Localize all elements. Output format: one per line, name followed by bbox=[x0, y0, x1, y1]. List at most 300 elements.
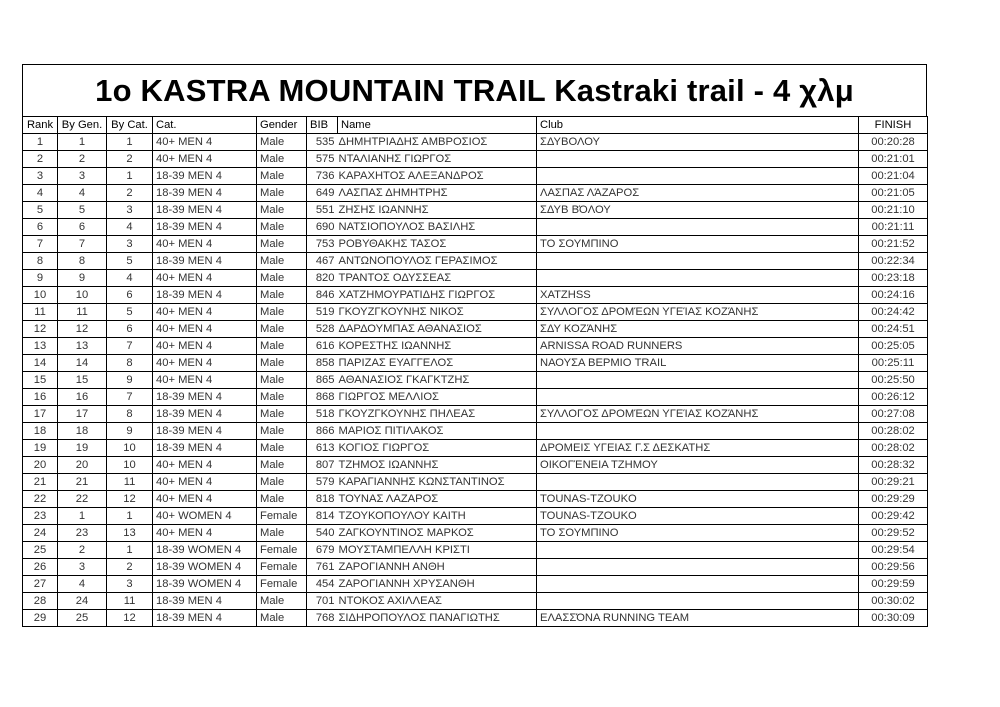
name-cell: ΜΑΡΙΟΣ ΠΙΤΙΛΑΚΟΣ bbox=[338, 423, 537, 440]
club-cell: ΝΑΟΥΣΑ ΒΕΡΜΙΟ TRAIL bbox=[537, 355, 859, 372]
table-row bbox=[23, 287, 928, 304]
finish-time-cell: 00:28:32 bbox=[859, 457, 928, 474]
by-category-cell: 2 bbox=[107, 185, 153, 202]
by-gender-cell: 18 bbox=[58, 423, 107, 440]
table-row bbox=[23, 372, 928, 389]
by-gender-cell: 14 bbox=[58, 355, 107, 372]
by-gender-cell: 20 bbox=[58, 457, 107, 474]
rank-cell: 18 bbox=[23, 423, 58, 440]
table-row bbox=[23, 576, 928, 593]
category-cell: 18-39 MEN 4 bbox=[153, 185, 257, 202]
bib-cell: 613 bbox=[307, 440, 338, 457]
finish-time-cell: 00:28:02 bbox=[859, 423, 928, 440]
by-category-cell: 1 bbox=[107, 134, 153, 151]
by-gender-cell: 2 bbox=[58, 542, 107, 559]
name-cell: ΝΤΑΛΙΑΝΗΣ ΓΙΩΡΓΟΣ bbox=[338, 151, 537, 168]
bib-cell: 690 bbox=[307, 219, 338, 236]
by-category-cell: 2 bbox=[107, 151, 153, 168]
category-cell: 18-39 WOMEN 4 bbox=[153, 559, 257, 576]
bib-cell: 753 bbox=[307, 236, 338, 253]
gender-cell: Female bbox=[257, 559, 307, 576]
name-cell: ΝΑΤΣΙΟΠΟΥΛΟΣ ΒΑΣΙΛΗΣ bbox=[338, 219, 537, 236]
by-category-cell: 8 bbox=[107, 406, 153, 423]
rank-cell: 23 bbox=[23, 508, 58, 525]
by-gender-cell: 13 bbox=[58, 338, 107, 355]
category-cell: 18-39 MEN 4 bbox=[153, 202, 257, 219]
rank-cell: 25 bbox=[23, 542, 58, 559]
name-cell: ΤΖΟΥΚΟΠΟΥΛΟΥ ΚΑΙΤΗ bbox=[338, 508, 537, 525]
club-cell: ΔΡΟΜΕΙΣ ΥΓΕΙΑΣ Γ.Σ ΔΕΣΚΑΤΗΣ bbox=[537, 440, 859, 457]
finish-time-cell: 00:26:12 bbox=[859, 389, 928, 406]
gender-cell: Female bbox=[257, 508, 307, 525]
by-gender-cell: 25 bbox=[58, 610, 107, 627]
gender-cell: Male bbox=[257, 253, 307, 270]
finish-time-cell: 00:29:56 bbox=[859, 559, 928, 576]
by-category-cell: 11 bbox=[107, 474, 153, 491]
gender-cell: Male bbox=[257, 168, 307, 185]
rank-cell: 21 bbox=[23, 474, 58, 491]
club-cell bbox=[537, 593, 859, 610]
table-row bbox=[23, 151, 928, 168]
name-cell: ΚΑΡΑΧΗΤΟΣ ΑΛΕΞΑΝΔΡΟΣ bbox=[338, 168, 537, 185]
col-header-cat: Cat. bbox=[153, 117, 257, 134]
category-cell: 40+ MEN 4 bbox=[153, 355, 257, 372]
finish-time-cell: 00:30:02 bbox=[859, 593, 928, 610]
finish-time-cell: 00:24:16 bbox=[859, 287, 928, 304]
bib-cell: 679 bbox=[307, 542, 338, 559]
by-category-cell: 8 bbox=[107, 355, 153, 372]
rank-cell: 4 bbox=[23, 185, 58, 202]
by-category-cell: 3 bbox=[107, 236, 153, 253]
name-cell: ΚΟΓΙΟΣ ΓΙΩΡΓΟΣ bbox=[338, 440, 537, 457]
finish-time-cell: 00:21:01 bbox=[859, 151, 928, 168]
name-cell: ΓΙΩΡΓΟΣ ΜΕΛΛΙΟΣ bbox=[338, 389, 537, 406]
gender-cell: Male bbox=[257, 491, 307, 508]
finish-time-cell: 00:21:10 bbox=[859, 202, 928, 219]
table-row bbox=[23, 406, 928, 423]
col-header-finish: FINISH bbox=[859, 117, 928, 134]
category-cell: 18-39 MEN 4 bbox=[153, 610, 257, 627]
gender-cell: Male bbox=[257, 372, 307, 389]
club-cell bbox=[537, 474, 859, 491]
bib-cell: 535 bbox=[307, 134, 338, 151]
by-category-cell: 13 bbox=[107, 525, 153, 542]
by-gender-cell: 7 bbox=[58, 236, 107, 253]
category-cell: 40+ MEN 4 bbox=[153, 491, 257, 508]
bib-cell: 701 bbox=[307, 593, 338, 610]
club-cell: TOUNAS-TZOUKO bbox=[537, 491, 859, 508]
gender-cell: Male bbox=[257, 236, 307, 253]
finish-time-cell: 00:29:42 bbox=[859, 508, 928, 525]
finish-time-cell: 00:21:11 bbox=[859, 219, 928, 236]
bib-cell: 616 bbox=[307, 338, 338, 355]
table-row bbox=[23, 270, 928, 287]
club-cell: ΣΥΛΛΟΓΟΣ ΔΡΟΜΈΩΝ ΥΓΕΊΑΣ ΚΟΖΆΝΗΣ bbox=[537, 304, 859, 321]
table-row bbox=[23, 304, 928, 321]
bib-cell: 518 bbox=[307, 406, 338, 423]
gender-cell: Male bbox=[257, 304, 307, 321]
finish-time-cell: 00:28:02 bbox=[859, 440, 928, 457]
rank-cell: 6 bbox=[23, 219, 58, 236]
finish-time-cell: 00:29:21 bbox=[859, 474, 928, 491]
gender-cell: Male bbox=[257, 219, 307, 236]
by-gender-cell: 8 bbox=[58, 253, 107, 270]
finish-time-cell: 00:25:50 bbox=[859, 372, 928, 389]
rank-cell: 5 bbox=[23, 202, 58, 219]
rank-cell: 12 bbox=[23, 321, 58, 338]
gender-cell: Male bbox=[257, 406, 307, 423]
gender-cell: Male bbox=[257, 134, 307, 151]
gender-cell: Male bbox=[257, 338, 307, 355]
rank-cell: 8 bbox=[23, 253, 58, 270]
name-cell: ΔΗΜΗΤΡΙΑΔΗΣ ΑΜΒΡΟΣΙΟΣ bbox=[338, 134, 537, 151]
by-category-cell: 9 bbox=[107, 423, 153, 440]
table-row bbox=[23, 457, 928, 474]
bib-cell: 579 bbox=[307, 474, 338, 491]
by-gender-cell: 4 bbox=[58, 185, 107, 202]
category-cell: 40+ MEN 4 bbox=[153, 304, 257, 321]
by-category-cell: 3 bbox=[107, 576, 153, 593]
page-title: 1o KASTRA MOUNTAIN TRAIL Kastraki trail - 4 χλμ bbox=[95, 72, 854, 108]
by-category-cell: 4 bbox=[107, 219, 153, 236]
club-cell bbox=[537, 423, 859, 440]
rank-cell: 15 bbox=[23, 372, 58, 389]
bib-cell: 575 bbox=[307, 151, 338, 168]
bib-cell: 818 bbox=[307, 491, 338, 508]
by-category-cell: 5 bbox=[107, 304, 153, 321]
by-gender-cell: 6 bbox=[58, 219, 107, 236]
col-header-bib: BIB bbox=[307, 117, 338, 134]
gender-cell: Male bbox=[257, 610, 307, 627]
by-gender-cell: 22 bbox=[58, 491, 107, 508]
bib-cell: 846 bbox=[307, 287, 338, 304]
bib-cell: 540 bbox=[307, 525, 338, 542]
name-cell: ΚΑΡΑΓΙΑΝΝΗΣ ΚΩΝΣΤΑΝΤΙΝΟΣ bbox=[338, 474, 537, 491]
name-cell: ΚΟΡΕΣΤΗΣ ΙΩΑΝΝΗΣ bbox=[338, 338, 537, 355]
gender-cell: Male bbox=[257, 474, 307, 491]
by-category-cell: 3 bbox=[107, 202, 153, 219]
gender-cell: Male bbox=[257, 185, 307, 202]
by-gender-cell: 3 bbox=[58, 168, 107, 185]
rank-cell: 9 bbox=[23, 270, 58, 287]
by-category-cell: 6 bbox=[107, 287, 153, 304]
finish-time-cell: 00:21:52 bbox=[859, 236, 928, 253]
by-gender-cell: 15 bbox=[58, 372, 107, 389]
finish-time-cell: 00:22:34 bbox=[859, 253, 928, 270]
rank-cell: 16 bbox=[23, 389, 58, 406]
category-cell: 40+ MEN 4 bbox=[153, 270, 257, 287]
by-gender-cell: 21 bbox=[58, 474, 107, 491]
rank-cell: 10 bbox=[23, 287, 58, 304]
category-cell: 40+ MEN 4 bbox=[153, 338, 257, 355]
gender-cell: Male bbox=[257, 440, 307, 457]
category-cell: 18-39 WOMEN 4 bbox=[153, 576, 257, 593]
name-cell: ΝΤΟΚΟΣ ΑΧΙΛΛΕΑΣ bbox=[338, 593, 537, 610]
gender-cell: Male bbox=[257, 525, 307, 542]
by-category-cell: 7 bbox=[107, 338, 153, 355]
rank-cell: 29 bbox=[23, 610, 58, 627]
table-row bbox=[23, 219, 928, 236]
results-sheet bbox=[22, 64, 927, 627]
col-header-name: Name bbox=[338, 117, 537, 134]
club-cell bbox=[537, 542, 859, 559]
category-cell: 40+ MEN 4 bbox=[153, 151, 257, 168]
gender-cell: Male bbox=[257, 389, 307, 406]
table-row bbox=[23, 559, 928, 576]
club-cell: ΤΟ ΣΟΥΜΠΙΝΟ bbox=[537, 525, 859, 542]
by-category-cell: 1 bbox=[107, 508, 153, 525]
rank-cell: 19 bbox=[23, 440, 58, 457]
by-gender-cell: 3 bbox=[58, 559, 107, 576]
rank-cell: 11 bbox=[23, 304, 58, 321]
name-cell: ΛΑΣΠΑΣ ΔΗΜΗΤΡΗΣ bbox=[338, 185, 537, 202]
table-row bbox=[23, 185, 928, 202]
name-cell: ΡΟΒΥΘΑΚΗΣ ΤΑΣΟΣ bbox=[338, 236, 537, 253]
bib-cell: 807 bbox=[307, 457, 338, 474]
gender-cell: Male bbox=[257, 593, 307, 610]
by-gender-cell: 19 bbox=[58, 440, 107, 457]
table-row bbox=[23, 593, 928, 610]
by-gender-cell: 4 bbox=[58, 576, 107, 593]
rank-cell: 3 bbox=[23, 168, 58, 185]
category-cell: 18-39 MEN 4 bbox=[153, 253, 257, 270]
finish-time-cell: 00:27:08 bbox=[859, 406, 928, 423]
rank-cell: 24 bbox=[23, 525, 58, 542]
by-gender-cell: 23 bbox=[58, 525, 107, 542]
table-row bbox=[23, 440, 928, 457]
name-cell: ΖΑΡΟΓΙΑΝΝΗ ΧΡΥΣΑΝΘΗ bbox=[338, 576, 537, 593]
by-category-cell: 6 bbox=[107, 321, 153, 338]
by-gender-cell: 17 bbox=[58, 406, 107, 423]
club-cell: ΕΛΑΣΣΌΝΑ RUNNING TEAM bbox=[537, 610, 859, 627]
finish-time-cell: 00:21:05 bbox=[859, 185, 928, 202]
rank-cell: 26 bbox=[23, 559, 58, 576]
bib-cell: 551 bbox=[307, 202, 338, 219]
gender-cell: Male bbox=[257, 287, 307, 304]
category-cell: 18-39 MEN 4 bbox=[153, 168, 257, 185]
category-cell: 18-39 WOMEN 4 bbox=[153, 542, 257, 559]
table-row bbox=[23, 525, 928, 542]
by-category-cell: 4 bbox=[107, 270, 153, 287]
category-cell: 40+ MEN 4 bbox=[153, 474, 257, 491]
col-header-club: Club bbox=[537, 117, 859, 134]
category-cell: 40+ MEN 4 bbox=[153, 134, 257, 151]
gender-cell: Male bbox=[257, 202, 307, 219]
by-gender-cell: 1 bbox=[58, 134, 107, 151]
category-cell: 18-39 MEN 4 bbox=[153, 389, 257, 406]
table-row bbox=[23, 134, 928, 151]
finish-time-cell: 00:30:09 bbox=[859, 610, 928, 627]
bib-cell: 768 bbox=[307, 610, 338, 627]
club-cell: ARNISSA ROAD RUNNERS bbox=[537, 338, 859, 355]
category-cell: 18-39 MEN 4 bbox=[153, 406, 257, 423]
by-gender-cell: 12 bbox=[58, 321, 107, 338]
name-cell: ΜΟΥΣΤΑΜΠΕΛΛΗ ΚΡΙΣΤΙ bbox=[338, 542, 537, 559]
category-cell: 18-39 MEN 4 bbox=[153, 287, 257, 304]
club-cell bbox=[537, 576, 859, 593]
bib-cell: 519 bbox=[307, 304, 338, 321]
by-category-cell: 11 bbox=[107, 593, 153, 610]
gender-cell: Male bbox=[257, 355, 307, 372]
club-cell bbox=[537, 253, 859, 270]
name-cell: ΓΚΟΥΖΓΚΟΥΝΗΣ ΝΙΚΟΣ bbox=[338, 304, 537, 321]
club-cell bbox=[537, 559, 859, 576]
club-cell: ΤΟ ΣΟΥΜΠΙΝΟ bbox=[537, 236, 859, 253]
category-cell: 18-39 MEN 4 bbox=[153, 593, 257, 610]
table-row bbox=[23, 610, 928, 627]
title-box bbox=[22, 64, 927, 116]
table-row bbox=[23, 321, 928, 338]
table-row bbox=[23, 236, 928, 253]
by-category-cell: 1 bbox=[107, 168, 153, 185]
bib-cell: 868 bbox=[307, 389, 338, 406]
col-header-rank: Rank bbox=[23, 117, 58, 134]
finish-time-cell: 00:24:51 bbox=[859, 321, 928, 338]
table-row bbox=[23, 491, 928, 508]
table-row bbox=[23, 389, 928, 406]
rank-cell: 22 bbox=[23, 491, 58, 508]
results-table bbox=[22, 116, 928, 627]
name-cell: ΤΖΗΜΟΣ ΙΩΑΝΝΗΣ bbox=[338, 457, 537, 474]
bib-cell: 454 bbox=[307, 576, 338, 593]
bib-cell: 858 bbox=[307, 355, 338, 372]
table-row bbox=[23, 202, 928, 219]
name-cell: ΣΙΔΗΡΟΠΟΥΛΟΣ ΠΑΝΑΓΙΩΤΗΣ bbox=[338, 610, 537, 627]
by-category-cell: 10 bbox=[107, 440, 153, 457]
category-cell: 18-39 MEN 4 bbox=[153, 423, 257, 440]
category-cell: 40+ WOMEN 4 bbox=[153, 508, 257, 525]
bib-cell: 736 bbox=[307, 168, 338, 185]
by-gender-cell: 24 bbox=[58, 593, 107, 610]
by-category-cell: 7 bbox=[107, 389, 153, 406]
by-category-cell: 2 bbox=[107, 559, 153, 576]
club-cell: ΣΔΥΒ ΒΌΛΟΥ bbox=[537, 202, 859, 219]
gender-cell: Male bbox=[257, 270, 307, 287]
rank-cell: 2 bbox=[23, 151, 58, 168]
category-cell: 40+ MEN 4 bbox=[153, 236, 257, 253]
club-cell: ΣΔΥ ΚΟΖΆΝΗΣ bbox=[537, 321, 859, 338]
gender-cell: Male bbox=[257, 423, 307, 440]
rank-cell: 1 bbox=[23, 134, 58, 151]
finish-time-cell: 00:29:52 bbox=[859, 525, 928, 542]
club-cell bbox=[537, 219, 859, 236]
header-row bbox=[23, 117, 928, 134]
club-cell: ΣΥΛΛΟΓΟΣ ΔΡΟΜΈΩΝ ΥΓΕΊΑΣ ΚΟΖΆΝΗΣ bbox=[537, 406, 859, 423]
table-row bbox=[23, 474, 928, 491]
by-gender-cell: 16 bbox=[58, 389, 107, 406]
by-gender-cell: 2 bbox=[58, 151, 107, 168]
name-cell: ΖΑΡΟΓΙΑΝΝΗ ΑΝΘΗ bbox=[338, 559, 537, 576]
rank-cell: 27 bbox=[23, 576, 58, 593]
rank-cell: 14 bbox=[23, 355, 58, 372]
name-cell: ΖΗΣΗΣ ΙΩΑΝΝΗΣ bbox=[338, 202, 537, 219]
bib-cell: 865 bbox=[307, 372, 338, 389]
club-cell bbox=[537, 168, 859, 185]
club-cell: ΟΙΚΟΓΈΝΕΙΑ ΤΖΗΜΟΥ bbox=[537, 457, 859, 474]
by-gender-cell: 11 bbox=[58, 304, 107, 321]
by-category-cell: 12 bbox=[107, 491, 153, 508]
bib-cell: 814 bbox=[307, 508, 338, 525]
finish-time-cell: 00:29:29 bbox=[859, 491, 928, 508]
name-cell: ΤΡΑΝΤΟΣ ΟΔΥΣΣΕΑΣ bbox=[338, 270, 537, 287]
name-cell: ΑΝΤΩΝΟΠΟΥΛΟΣ ΓΕΡΑΣΙΜΟΣ bbox=[338, 253, 537, 270]
finish-time-cell: 00:25:11 bbox=[859, 355, 928, 372]
gender-cell: Female bbox=[257, 576, 307, 593]
name-cell: ΔΑΡΔΟΥΜΠΑΣ ΑΘΑΝΑΣΙΟΣ bbox=[338, 321, 537, 338]
results-body bbox=[23, 134, 928, 627]
col-header-by-cat: By Cat. bbox=[107, 117, 153, 134]
rank-cell: 13 bbox=[23, 338, 58, 355]
club-cell bbox=[537, 151, 859, 168]
table-row bbox=[23, 338, 928, 355]
bib-cell: 820 bbox=[307, 270, 338, 287]
name-cell: ΠΑΡΙΖΑΣ ΕΥΑΓΓΕΛΟΣ bbox=[338, 355, 537, 372]
finish-time-cell: 00:29:59 bbox=[859, 576, 928, 593]
finish-time-cell: 00:23:18 bbox=[859, 270, 928, 287]
table-row bbox=[23, 423, 928, 440]
finish-time-cell: 00:25:05 bbox=[859, 338, 928, 355]
by-gender-cell: 10 bbox=[58, 287, 107, 304]
name-cell: ΓΚΟΥΖΓΚΟΥΝΗΣ ΠΗΛΕΑΣ bbox=[338, 406, 537, 423]
by-gender-cell: 1 bbox=[58, 508, 107, 525]
category-cell: 40+ MEN 4 bbox=[153, 372, 257, 389]
bib-cell: 528 bbox=[307, 321, 338, 338]
finish-time-cell: 00:29:54 bbox=[859, 542, 928, 559]
table-row bbox=[23, 542, 928, 559]
category-cell: 40+ MEN 4 bbox=[153, 525, 257, 542]
table-row bbox=[23, 168, 928, 185]
name-cell: ΑΘΑΝΑΣΙΟΣ ΓΚΑΓΚΤΖΗΣ bbox=[338, 372, 537, 389]
name-cell: ΤΟΥΝΑΣ ΛΑΖΑΡΟΣ bbox=[338, 491, 537, 508]
bib-cell: 467 bbox=[307, 253, 338, 270]
finish-time-cell: 00:24:42 bbox=[859, 304, 928, 321]
by-gender-cell: 5 bbox=[58, 202, 107, 219]
bib-cell: 649 bbox=[307, 185, 338, 202]
club-cell bbox=[537, 389, 859, 406]
bib-cell: 866 bbox=[307, 423, 338, 440]
name-cell: ΖΑΓΚΟΥΝΤΙΝΟΣ ΜΑΡΚΟΣ bbox=[338, 525, 537, 542]
rank-cell: 28 bbox=[23, 593, 58, 610]
club-cell bbox=[537, 270, 859, 287]
by-category-cell: 10 bbox=[107, 457, 153, 474]
club-cell: ΣΔΥΒΟΛΟΥ bbox=[537, 134, 859, 151]
gender-cell: Female bbox=[257, 542, 307, 559]
club-cell: TOUNAS-TZOUKO bbox=[537, 508, 859, 525]
rank-cell: 20 bbox=[23, 457, 58, 474]
by-gender-cell: 9 bbox=[58, 270, 107, 287]
club-cell: XATZHSS bbox=[537, 287, 859, 304]
table-row bbox=[23, 508, 928, 525]
club-cell bbox=[537, 372, 859, 389]
finish-time-cell: 00:21:04 bbox=[859, 168, 928, 185]
by-category-cell: 9 bbox=[107, 372, 153, 389]
by-category-cell: 1 bbox=[107, 542, 153, 559]
rank-cell: 17 bbox=[23, 406, 58, 423]
table-row bbox=[23, 253, 928, 270]
name-cell: ΧΑΤΖΗΜΟΥΡΑΤΙΔΗΣ ΓΙΩΡΓΟΣ bbox=[338, 287, 537, 304]
category-cell: 18-39 MEN 4 bbox=[153, 440, 257, 457]
gender-cell: Male bbox=[257, 457, 307, 474]
finish-time-cell: 00:20:28 bbox=[859, 134, 928, 151]
gender-cell: Male bbox=[257, 321, 307, 338]
category-cell: 40+ MEN 4 bbox=[153, 321, 257, 338]
by-category-cell: 5 bbox=[107, 253, 153, 270]
category-cell: 40+ MEN 4 bbox=[153, 457, 257, 474]
rank-cell: 7 bbox=[23, 236, 58, 253]
by-category-cell: 12 bbox=[107, 610, 153, 627]
bib-cell: 761 bbox=[307, 559, 338, 576]
col-header-gender: Gender bbox=[257, 117, 307, 134]
